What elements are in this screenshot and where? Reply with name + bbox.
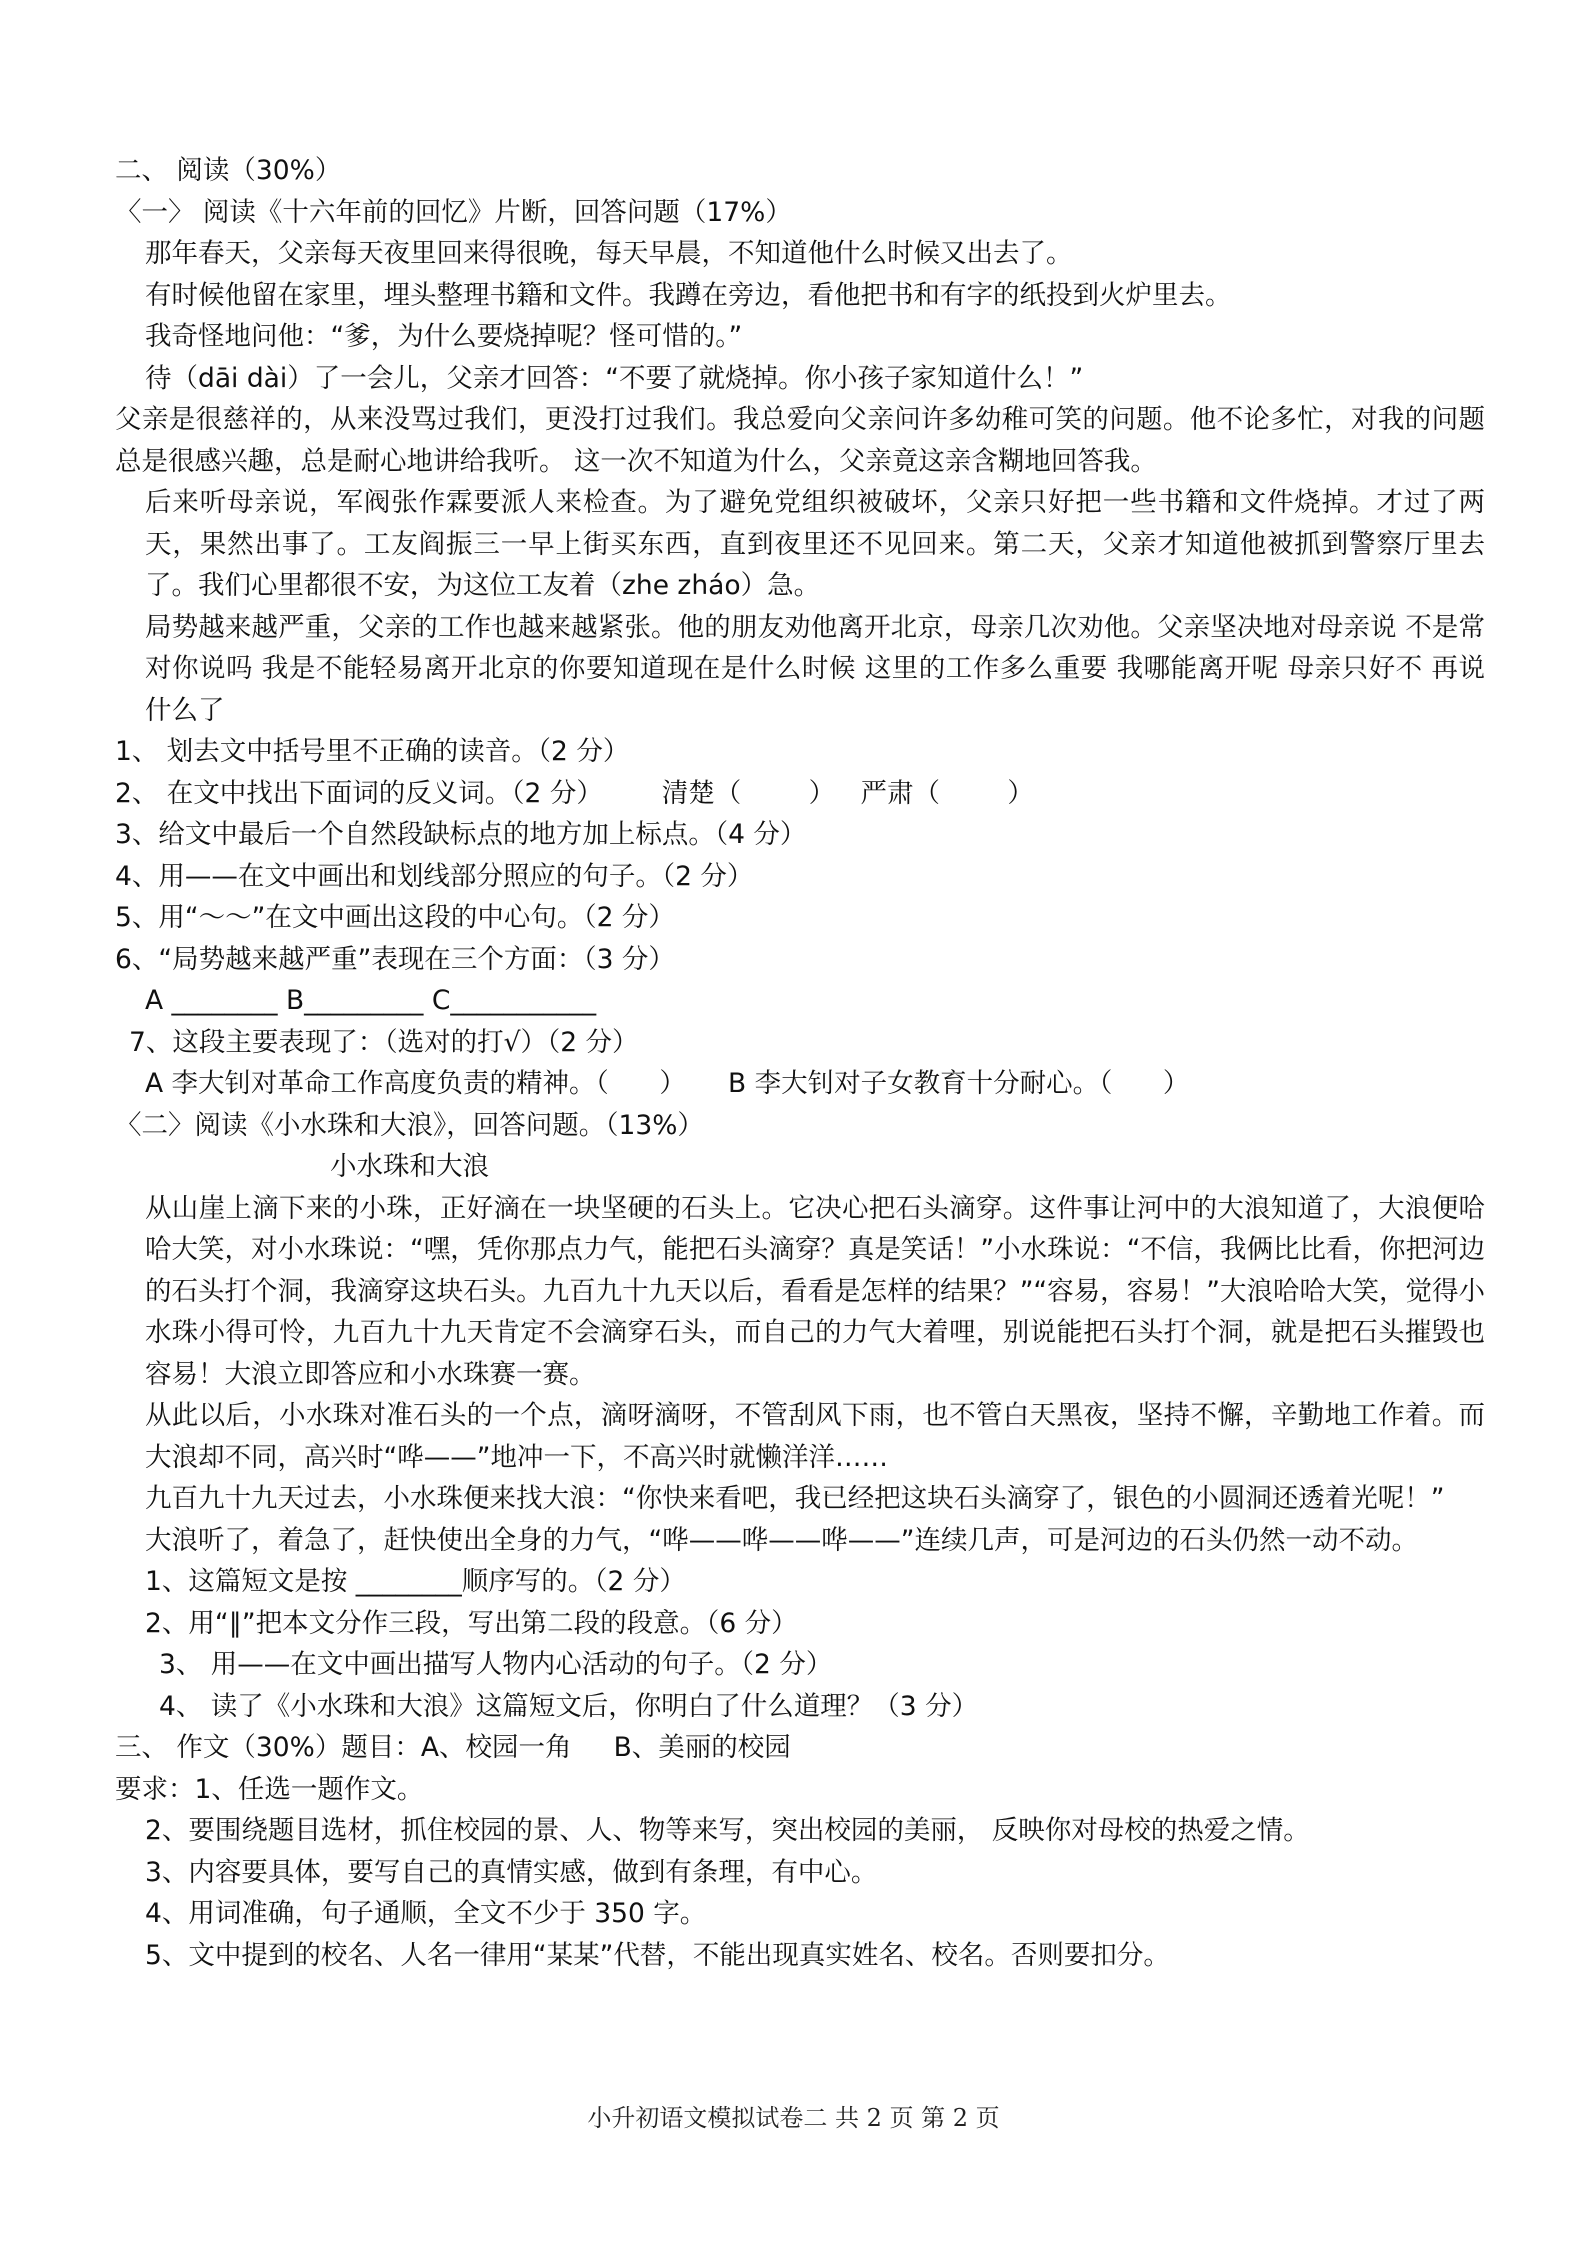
passage-2-question-1: 1、这篇短文是按 ________顺序写的。（2 分） <box>145 1566 686 1597</box>
passage-2-paragraph: 大浪听了，着急了，赶快使出全身的力气，“哗——哗——哗——”连续几声，可是河边的石头仍然一动不动。 <box>145 1524 1418 1556</box>
page-footer: 小升初语文模拟试卷二 共 2 页 第 2 页 <box>587 2104 1000 2132</box>
passage-2-question-2: 2、用“∥”把本文分作三段，写出第二段的段意。（6 分） <box>145 1607 798 1639</box>
passage-1-paragraph: 有时候他留在家里，埋头整理书籍和文件。我蹲在旁边，看他把书和有字的纸投到火炉里去。 <box>145 279 1232 311</box>
question-5: 5、用“～～”在文中画出这段的中心句。（2 分） <box>115 902 675 933</box>
question-7-options: A 李大钊对革命工作高度负责的精神。（ ） B 李大钊对子女教育十分耐心。（ ） <box>145 1068 1190 1099</box>
passage-2-paragraph: 九百九十九天过去，小水珠便来找大浪：“你快来看吧，我已经把这块石头滴穿了，银色的小圆洞还透着光呢！” <box>145 1483 1445 1514</box>
passage-1-paragraph: 我奇怪地问他：“爹，为什么要烧掉呢？怪可惜的。” <box>145 321 743 352</box>
question-4: 4、用——在文中画出和划线部分照应的句子。（2 分） <box>115 860 754 892</box>
passage-1-paragraph: 那年春天，父亲每天夜里回来得很晚，每天早晨，不知道他什么时候又出去了。 <box>145 238 1073 269</box>
composition-requirement: 5、文中提到的校名、人名一律用“某某”代替，不能出现真实姓名、校名。否则要扣分。 <box>145 1939 1170 1971</box>
exam-page <box>115 150 1485 1976</box>
question-1: 1、 划去文中括号里不正确的读音。（2 分） <box>115 736 630 767</box>
passage-2-question-4: 4、 读了《小水珠和大浪》这篇短文后，你明白了什么道理？（3 分） <box>159 1690 979 1722</box>
composition-requirement: 3、内容要具体，要写自己的真情实感，做到有条理，有中心。 <box>145 1856 878 1888</box>
passage-2-prompt: 〈二〉阅读《小水珠和大浪》，回答问题。（13%） <box>115 1109 704 1141</box>
passage-2-question-3: 3、 用——在文中画出描写人物内心活动的句子。（2 分） <box>159 1649 833 1680</box>
composition-requirement: 4、用词准确，句子通顺，全文不少于 350 字。 <box>145 1898 707 1929</box>
question-6-blanks: A ________ B_________ C___________ <box>145 985 597 1016</box>
section-heading-composition: 三、 作文（30%）题目：A、校园一角 B、美丽的校园 <box>115 1732 791 1763</box>
passage-1-paragraph: 后来听母亲说，军阀张作霖要派人来检查。为了避免党组织被破坏，父亲只好把一些书籍和文件烧掉。才过了两天，果然出事了。工友阎振三一早上街买东西，直到夜里还不见回来。第二天，父亲才知道他被抓到警察厅里去了。我们心里都很不安，为这位工友着（zhe zháo）急。 <box>145 487 1485 601</box>
question-6: 6、“局势越来越严重”表现在三个方面：（3 分） <box>115 943 675 975</box>
composition-requirement: 2、要围绕题目选材，抓住校园的景、人、物等来写，突出校园的美丽， 反映你对母校的热爱之情。 <box>145 1815 1310 1846</box>
passage-1-prompt: 〈一〉 阅读《十六年前的回忆》片断，回答问题（17%） <box>115 196 792 228</box>
question-2: 2、 在文中找出下面词的反义词。（2 分） 清楚（ ） 严肃（ ） <box>115 777 1034 809</box>
composition-requirement: 要求：1、任选一题作文。 <box>115 1773 424 1805</box>
passage-1-paragraph: 父亲是很慈祥的，从来没骂过我们，更没打过我们。我总爱向父亲问许多幼稚可笑的问题。他不论多忙，对我的问题总是很感兴趣，总是耐心地讲给我听。 这一次不知道为什么，父亲竟这亲含糊地回答我。 <box>115 404 1485 477</box>
section-heading-reading: 二、 阅读（30%） <box>115 155 342 186</box>
passage-2-paragraph: 从山崖上滴下来的小珠，正好滴在一块坚硬的石头上。它决心把石头滴穿。这件事让河中的大浪知道了，大浪便哈哈大笑，对小水珠说：“嘿，凭你那点力气，能把石头滴穿？真是笑话！”小水珠说：“不信，我俩比比看，你把河边的石头打个洞，我滴穿这块石头。九百九十九天以后，看看是怎样的结果？”“容易，容易！”大浪哈哈大笑，觉得小水珠小得可怜，九百九十九天肯定不会滴穿石头，而自己的力气大着哩，别说能把石头打个洞，就是把石头摧毁也容易！大浪立即答应和小水珠赛一赛。 <box>145 1192 1485 1390</box>
passage-1-paragraph: 局势越来越严重，父亲的工作也越来越紧张。他的朋友劝他离开北京，母亲几次劝他。父亲坚决地对母亲说 不是常对你说吗 我是不能轻易离开北京的你要知道现在是什么时候 这里的工作多么重要 我哪能离开呢 母亲只好不 再说什么了 <box>145 611 1485 726</box>
passage-1-paragraph: 待（dāi dài）了一会儿，父亲才回答：“不要了就烧掉。你小孩子家知道什么！” <box>145 362 1084 394</box>
question-7: 7、这段主要表现了：（选对的打√）（2 分） <box>129 1026 639 1058</box>
passage-2-title: 小水珠和大浪 <box>330 1151 489 1182</box>
question-3: 3、给文中最后一个自然段缺标点的地方加上标点。（4 分） <box>115 819 807 850</box>
passage-2-paragraph: 从此以后，小水珠对准石头的一个点，滴呀滴呀，不管刮风下雨，也不管白天黑夜，坚持不懈，辛勤地工作着。而大浪却不同，高兴时“哗——”地冲一下，不高兴时就懒洋洋…… <box>145 1400 1485 1473</box>
